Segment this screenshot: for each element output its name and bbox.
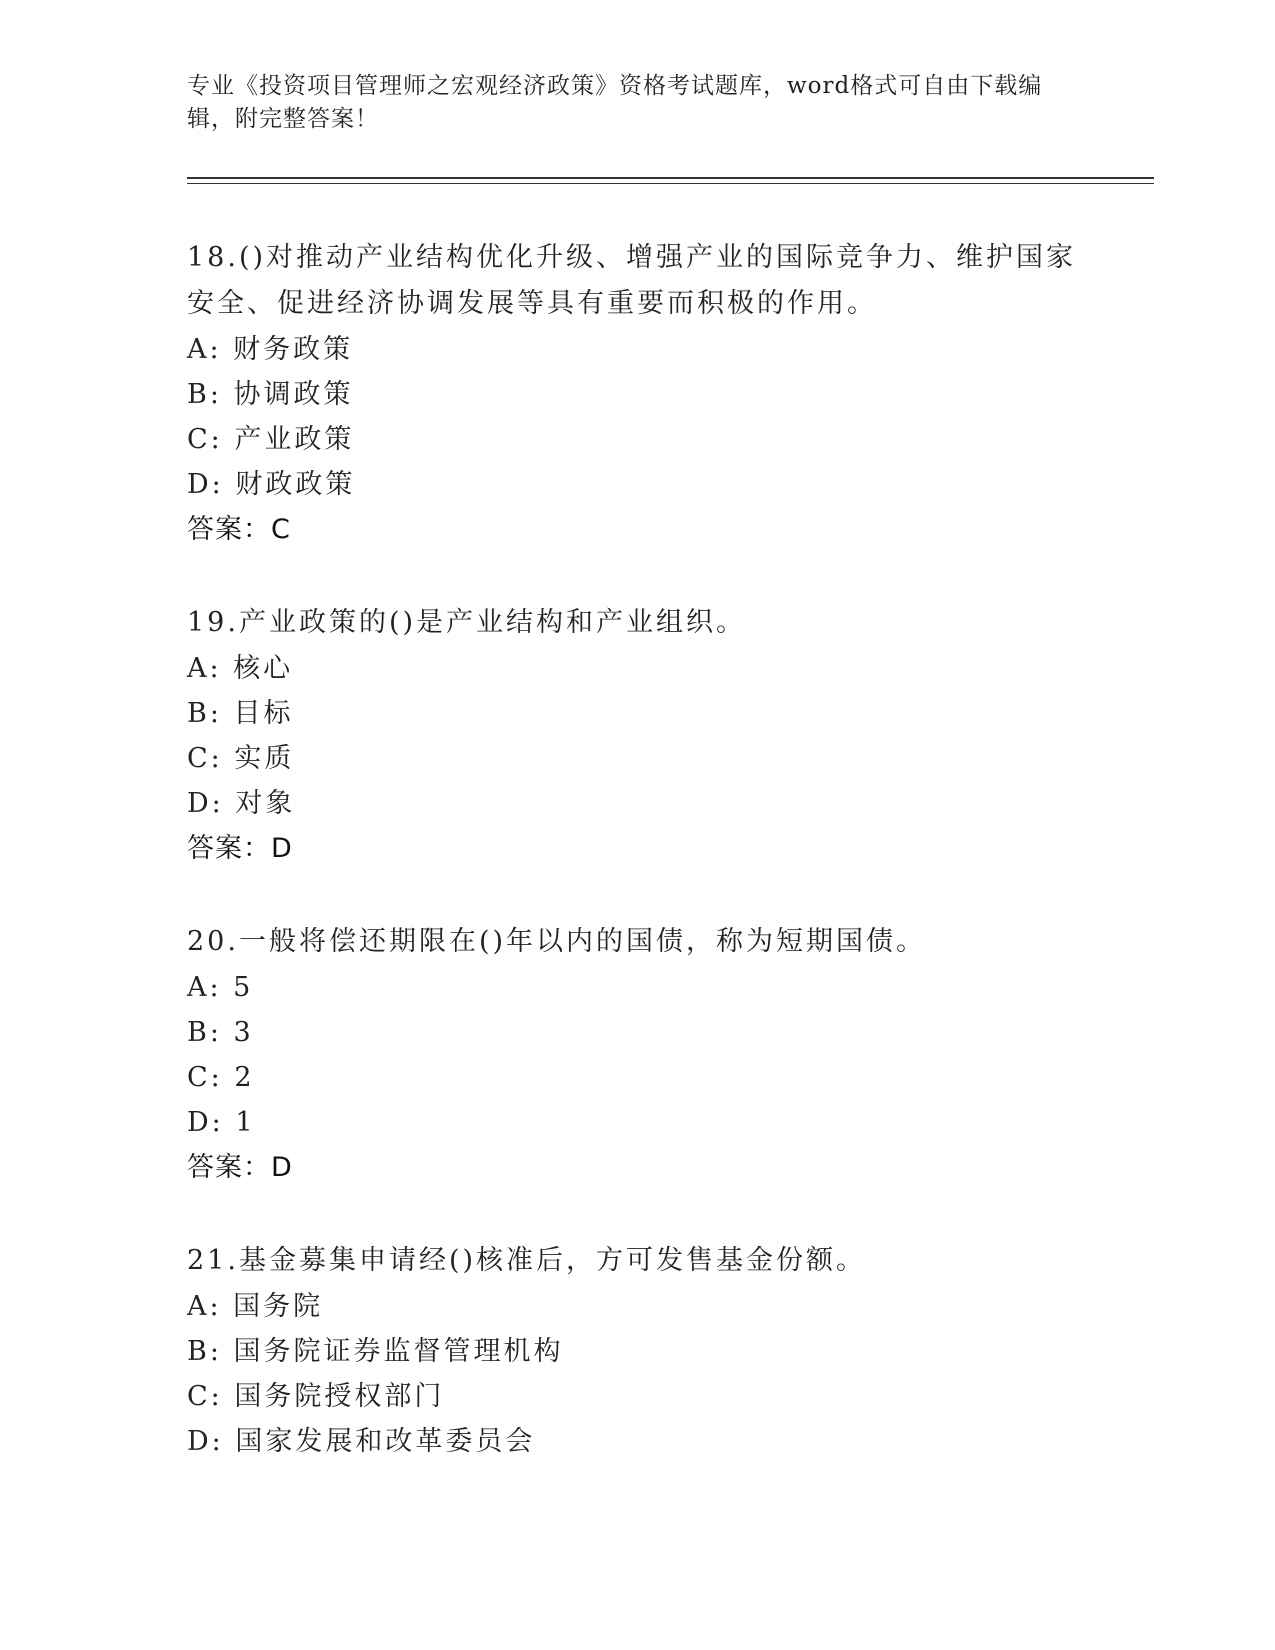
question-20 — [187, 919, 1087, 1191]
option-d: D: 对象 — [187, 788, 296, 819]
option-d: D: 国家发展和改革委员会 — [187, 1426, 536, 1457]
question-stem: 18.()对推动产业结构优化升级、增强产业的国际竞争力、维护国家安全、促进经济协调发展等具有重要而积极的作用。 — [187, 242, 1077, 319]
option-b: B: 协调政策 — [187, 379, 354, 410]
question-stem: 19.产业政策的()是产业结构和产业组织。 — [187, 607, 747, 638]
header-divider-thick — [187, 177, 1154, 179]
document-header: 专业《投资项目管理师之宏观经济政策》资格考试题库，word格式可自由下载编辑，附完整答案！ — [187, 73, 1043, 132]
option-c: C: 国务院授权部门 — [187, 1381, 445, 1412]
option-c: C: 2 — [187, 1062, 255, 1093]
option-b: B: 目标 — [187, 698, 294, 729]
question-21 — [187, 1238, 1087, 1464]
option-a: A: 5 — [187, 972, 254, 1003]
option-b: B: 3 — [187, 1017, 254, 1048]
option-d: D: 1 — [187, 1107, 256, 1138]
option-a: A: 核心 — [187, 653, 294, 684]
option-b: B: 国务院证券监督管理机构 — [187, 1336, 564, 1367]
option-c: C: 实质 — [187, 743, 295, 774]
question-18 — [187, 235, 1087, 553]
answer-text: 答案：D — [187, 833, 293, 864]
option-d: D: 财政政策 — [187, 469, 356, 500]
option-c: C: 产业政策 — [187, 424, 355, 455]
header-divider-thin — [187, 183, 1154, 184]
option-a: A: 国务院 — [187, 1291, 324, 1322]
question-stem: 21.基金募集申请经()核准后，方可发售基金份额。 — [187, 1245, 867, 1276]
option-a: A: 财务政策 — [187, 334, 354, 365]
answer-text: 答案：D — [187, 1152, 293, 1183]
answer-text: 答案：C — [187, 514, 291, 545]
question-stem: 20.一般将偿还期限在()年以内的国债，称为短期国债。 — [187, 926, 927, 957]
question-list — [187, 235, 1087, 1511]
question-19 — [187, 600, 1087, 872]
